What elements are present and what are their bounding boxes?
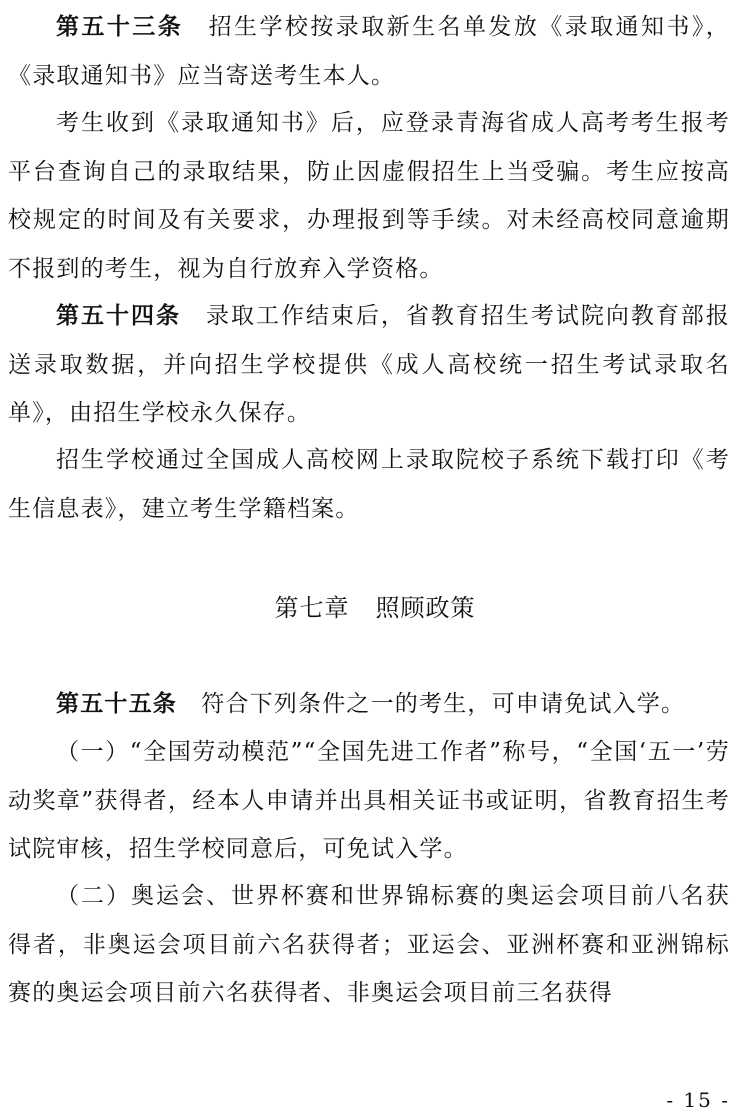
student-record-paragraph — [8, 436, 730, 533]
article-53-paragraph — [8, 3, 730, 100]
clause-1-paragraph — [8, 728, 730, 874]
article-53-lead: 第五十三条 — [56, 14, 184, 40]
article-55-lead: 第五十五条 — [56, 691, 177, 717]
clause-1-text: （一）“全国劳动模范”“全国先进工作者”称号，“全国‘五一’劳动奖章”获得者，经本人申请并出具相关证书或证明，省教育招生考试院审核，招生学校同意后，可免试入学。 — [8, 739, 730, 862]
chapter-heading — [0, 588, 750, 623]
admission-notice-paragraph — [8, 99, 730, 293]
article-54-paragraph — [8, 292, 730, 438]
article-54-text: 录取工作结束后，省教育招生考试院向教育部报送录取数据，并向招生学校提供《成人高校统一招生考试录取名单》，由招生学校永久保存。 — [8, 303, 731, 426]
chapter-number: 第七章 — [274, 594, 350, 622]
admission-notice-text: 考生收到《录取通知书》后，应登录青海省成人高考考生报考平台查询自己的录取结果，防止因虚假招生上当受骗。考生应按高校规定的时间及有关要求，办理报到等手续。对未经高校同意逾期不报到的考生，视为自行放弃入学资格。 — [8, 110, 730, 282]
article-53-text: 招生学校按录取新生名单发放《录取通知书》，《录取通知书》应当寄送考生本人。 — [8, 14, 730, 89]
article-55-paragraph — [8, 680, 730, 729]
clause-2-text: （二）奥运会、世界杯赛和世界锦标赛的奥运会项目前八名获得者，非奥运会项目前六名获得者；亚运会、亚洲杯赛和亚洲锦标赛的奥运会项目前六名获得者、非奥运会项目前三名获得 — [8, 883, 730, 1006]
article-55-text: 符合下列条件之一的考生，可申请免试入学。 — [177, 691, 686, 717]
student-record-text: 招生学校通过全国成人高校网上录取院校子系统下载打印《考生信息表》，建立考生学籍档案。 — [8, 447, 730, 522]
chapter-title: 照顾政策 — [375, 594, 476, 622]
page-number: - 15 - — [666, 1088, 730, 1112]
clause-2-paragraph — [8, 872, 730, 1018]
article-54-lead: 第五十四条 — [56, 303, 181, 329]
